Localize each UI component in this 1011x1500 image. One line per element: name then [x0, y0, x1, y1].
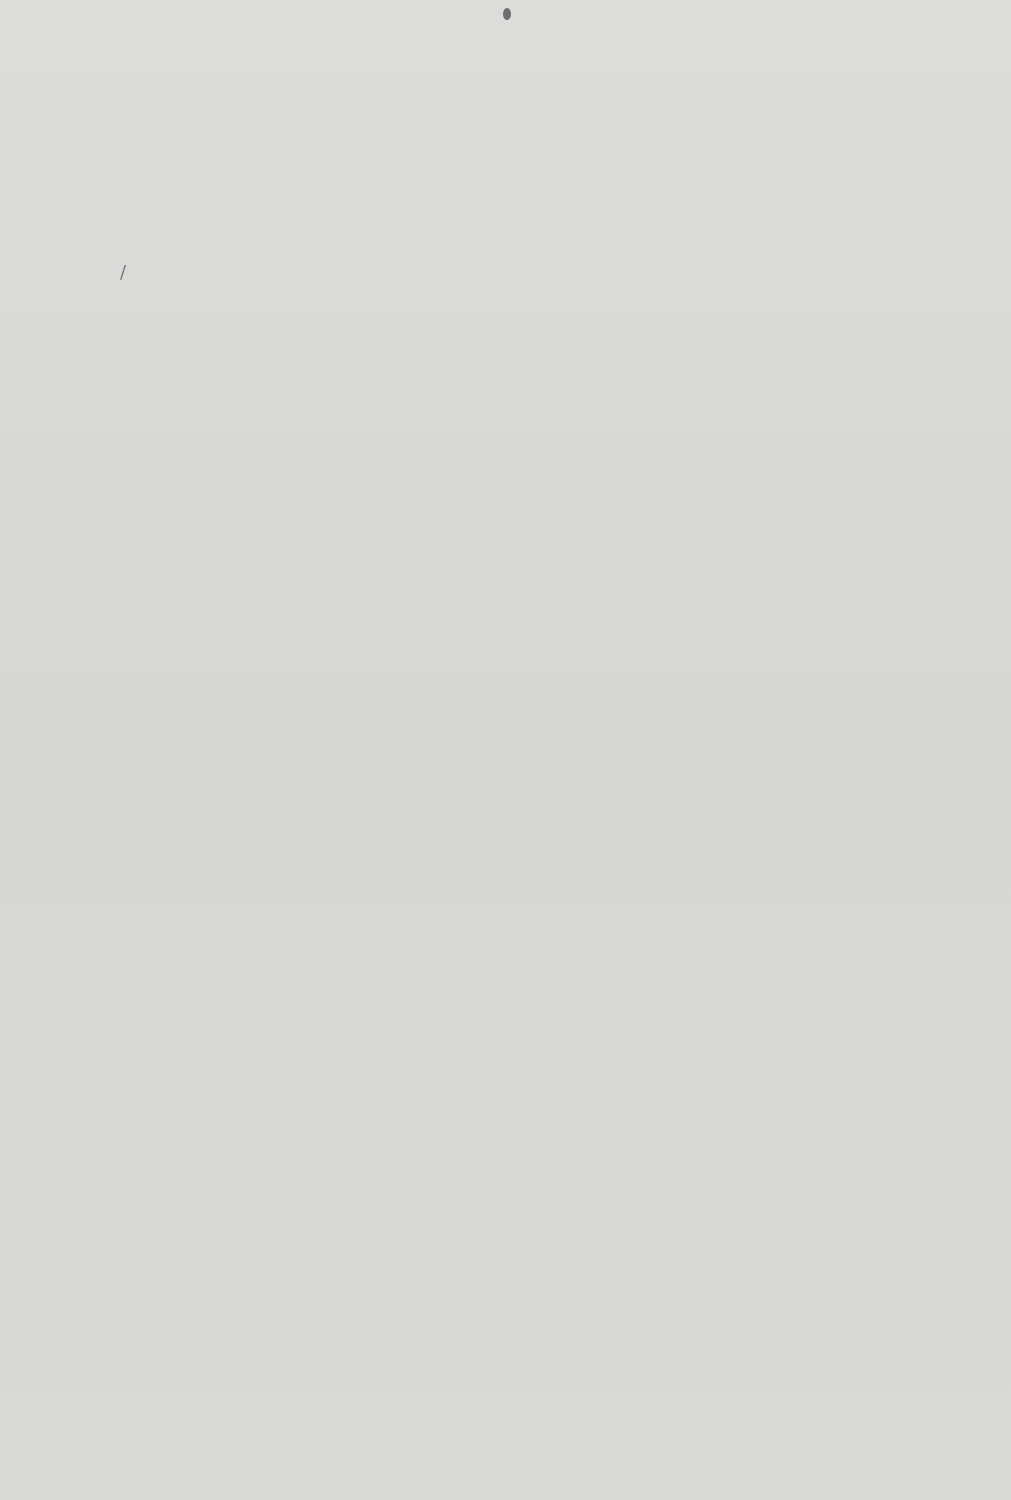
- ink-speck: [503, 8, 511, 20]
- margin-mark: /: [120, 262, 127, 283]
